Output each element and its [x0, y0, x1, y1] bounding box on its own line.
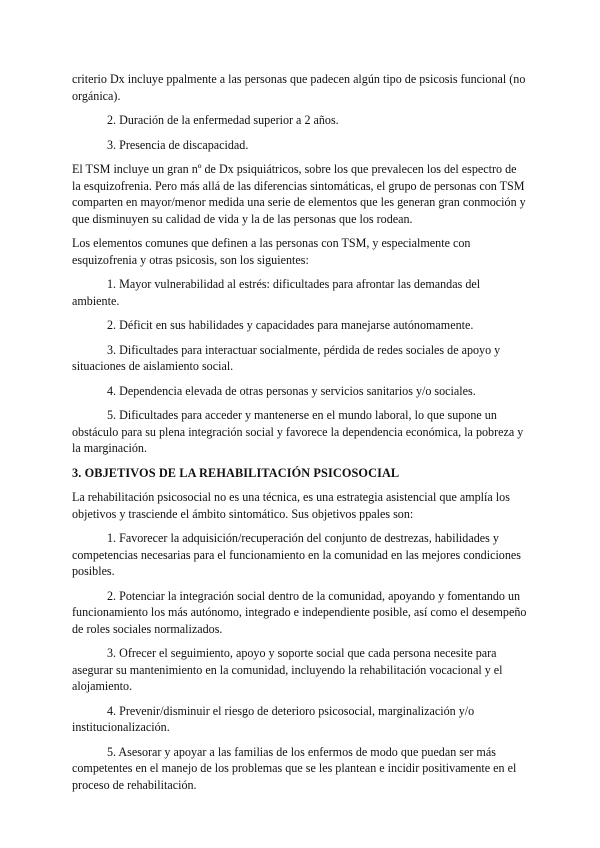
common-element-item: 5. Dificultades para acceder y mantenerse en el mundo laboral, lo que supone un obstáculo para su plena integración social y favorece la dependencia económica, la pobreza y la marginación. [72, 408, 524, 455]
section-heading: 3. OBJETIVOS DE LA REHABILITACIÓN PSICOSOCIAL [72, 465, 400, 480]
objective-item: 1. Favorecer la adquisición/recuperación del conjunto de destrezas, habilidades y competencias necesarias para el funcionamiento en la comunidad en las mejores condiciones posibles. [72, 531, 521, 578]
criterion-item: 3. Presencia de discapacidad. [107, 137, 249, 152]
paragraph-intro: criterio Dx incluye ppalmente a las personas que padecen algún tipo de psicosis funcional (no orgánica). [72, 72, 526, 103]
paragraph-common-elements: Los elementos comunes que definen a las personas con TSM, y especialmente con esquizofrenia y otras psicosis, son los siguientes: [72, 236, 471, 267]
common-element-item: 2. Déficit en sus habilidades y capacidades para manejarse autónomamente. [107, 318, 474, 332]
common-element-item: 1. Mayor vulnerabilidad al estrés: dificultades para afrontar las demandas del ambiente. [72, 277, 481, 308]
objective-item: 5. Asesorar y apoyar a las familias de los enfermos de modo que puedan ser más competentes en el manejo de los problemas que se les plantean e incidir positivamente en el proceso de rehabilitación. [72, 744, 517, 792]
paragraph-rehabilitation: La rehabilitación psicosocial no es una técnica, es una estrategia asistencial que amplía los objetivos y trasciende el ámbito sintomático. Sus objetivos ppales son: [72, 490, 510, 521]
objective-item: 4. Prevenir/disminuir el riesgo de deterioro psicosocial, marginalización y/o institucionalización. [72, 703, 475, 734]
objective-item: 3. Ofrecer el seguimiento, apoyo y soporte social que cada persona necesite para asegurar su mantenimiento en la comunidad, incluyendo la rehabilitación vocacional y el alojamiento. [72, 646, 503, 693]
document-body [72, 71, 528, 801]
paragraph-tsm: El TSM incluye un gran nº de Dx psiquiátricos, sobre los que prevalecen los del espectro de la esquizofrenia. Pero más allá de las diferencias sintomáticas, el grupo de personas con TSM comparten en mayor/menor medida una serie de elementos que les generan gran conmoción y que disminuyen su calidad de vida y la de las personas que los rodean. [72, 162, 526, 226]
common-element-item: 4. Dependencia elevada de otras personas y servicios sanitarios y/o sociales. [107, 383, 476, 398]
common-element-item: 3. Dificultades para interactuar socialmente, pérdida de redes sociales de apoyo y situaciones de aislamiento social. [72, 342, 501, 373]
objective-item: 2. Potenciar la integración social dentro de la comunidad, apoyando y fomentando un funcionamiento los más autónomo, integrado e independiente posible, así como el desempeño de roles sociales normalizados. [72, 588, 527, 636]
criterion-item: 2. Duración de la enfermedad superior a 2 años. [107, 113, 339, 127]
